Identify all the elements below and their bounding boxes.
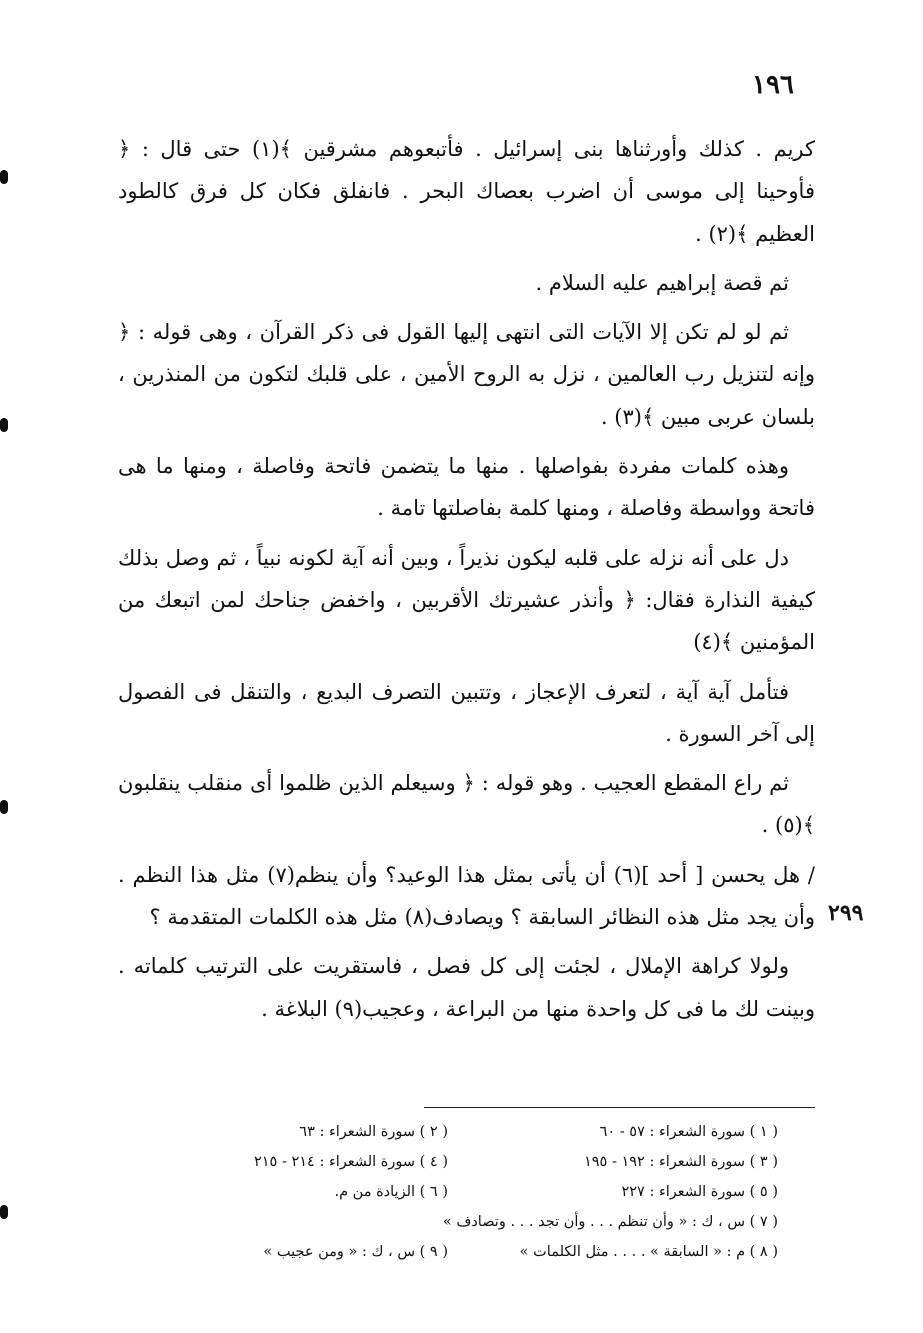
footnote-divider (424, 1107, 815, 1108)
footnote-row (118, 1207, 778, 1237)
paragraph: كريم . كذلك وأورثناها بنى إسرائيل . فأتبعوهم مشرقين ﴾(١) حتى قال : ﴿ فأوحينا إلى موسى أن اضرب بعصاك البحر . فانفلق فكان كل فرق كالطود العظيم ﴾(٢) . (118, 137, 815, 246)
footnote: ( ٤ ) سورة الشعراء : ٢١٤ - ٢١٥ (253, 1154, 448, 1170)
footnote: ( ٧ ) س ، ك : « وأن تنظم . . . وأن تجد . . . وتصادف » (442, 1214, 778, 1230)
footnote: ( ٦ ) الزيادة من م. (334, 1184, 448, 1200)
paragraph: ثم راع المقطع العجيب . وهو قوله : ﴿ وسيعلم الذين ظلموا أى منقلب ينقلبون ﴾(٥) . (118, 771, 815, 838)
scan-edge-mark (0, 418, 8, 432)
footnote: ( ٥ ) سورة الشعراء : ٢٢٧ (621, 1184, 778, 1200)
footnote-row (118, 1117, 778, 1147)
paragraph: ثم لو لم تكن إلا الآيات التى انتهى إليها القول فى ذكر القرآن ، وهى قوله : ﴿ وإنه لتنزيل رب العالمين ، نزل به الروح الأمين ، على قلبك لتكون من المنذرين ، بلسان عربى مبين ﴾(٣) . (118, 320, 815, 429)
footnote: ( ٣ ) سورة الشعراء : ١٩٢ - ١٩٥ (583, 1154, 778, 1170)
paragraph: ولولا كراهة الإملال ، لجئت إلى كل فصل ، فاستقريت على الترتيب كلماته . وبينت لك ما فى كل واحدة منها من البراعة ، وعجيب(٩) البلاغة . (118, 954, 815, 1021)
main-text (118, 128, 815, 1037)
footnote-row (118, 1237, 778, 1267)
paragraph: ثم قصة إبراهيم عليه السلام . (535, 270, 789, 295)
paragraph: فتأمل آية آية ، لتعرف الإعجاز ، وتتبين التصرف البديع ، والتنقل فى الفصول إلى آخر السورة . (118, 679, 815, 746)
scan-edge-mark (0, 800, 8, 814)
scan-edge-mark (0, 1205, 8, 1219)
page-number: ١٩٦ (752, 70, 794, 100)
paragraph: دل على أنه نزله على قلبه ليكون نذيراً ، وبين أنه آية لكونه نبياً ، ثم وصل بذلك كيفية النذارة فقال: ﴿ وأنذر عشيرتك الأقربين ، واخفض جناحك لمن اتبعك من المؤمنين ﴾(٤) (118, 545, 815, 655)
footnote: ( ٢ ) سورة الشعراء : ٦٣ (299, 1124, 448, 1140)
scan-edge-mark (0, 170, 8, 184)
footnotes (118, 1117, 778, 1267)
footnote: ( ٩ ) س ، ك : « ومن عجيب » (263, 1244, 448, 1260)
footnote-row (118, 1177, 778, 1207)
margin-reference-number: ٢٩٩ (828, 900, 864, 926)
footnote-row (118, 1147, 778, 1177)
footnote: ( ١ ) سورة الشعراء : ٥٧ - ٦٠ (599, 1124, 778, 1140)
paragraph: وهذه كلمات مفردة بفواصلها . منها ما يتضمن فاتحة وفاصلة ، ومنها ما هى فاتحة وواسطة وفاصلة ، ومنها كلمة بفاصلتها تامة . (118, 454, 815, 521)
footnote: ( ٨ ) م : « السابقة » . . . . مثل الكلمات » (519, 1244, 778, 1260)
paragraph: / هل يحسن [ أحد ](٦) أن يأتى بمثل هذا الوعيد؟ وأن ينظم(٧) مثل هذا النظم . وأن يجد مثل هذه النظائر السابقة ؟ ويصادف(٨) مثل هذه الكلمات المتقدمة ؟ (118, 862, 815, 930)
